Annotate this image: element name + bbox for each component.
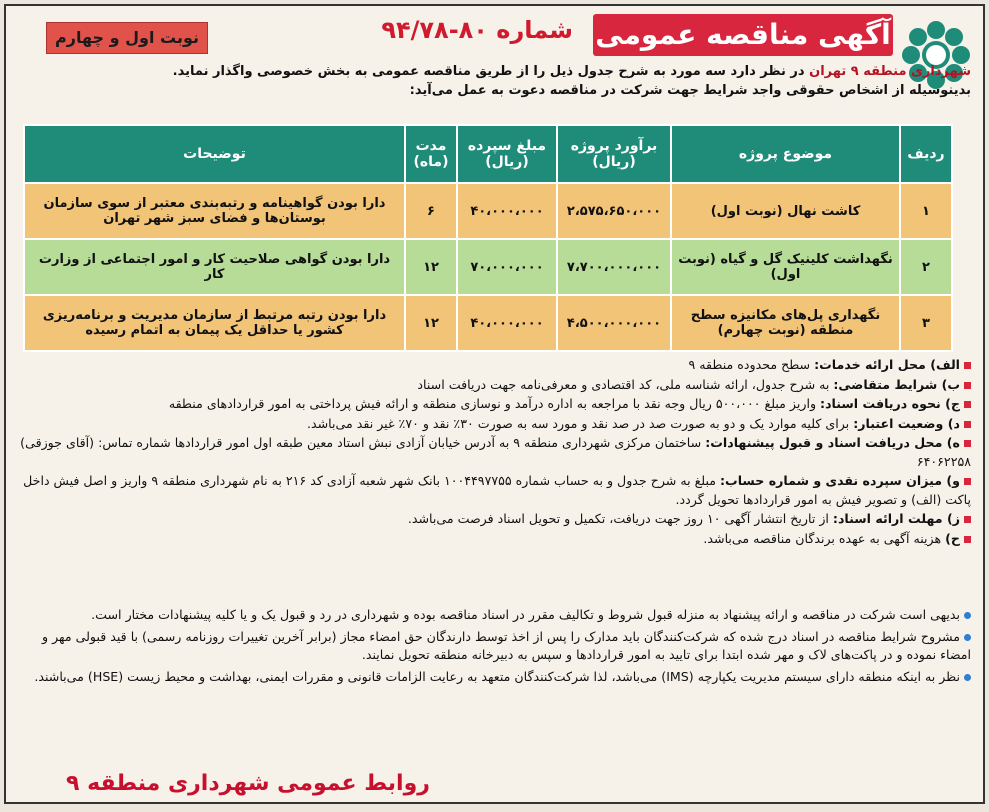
clause-label: ز) مهلت ارائه اسناد: [832, 511, 960, 526]
bullet-square-icon [964, 362, 971, 369]
clause-text: از تاریخ انتشار آگهی ۱۰ روز جهت دریافت، تکمیل و تحویل اسناد فرصت می‌باشد. [407, 511, 833, 526]
bullet-square-icon [964, 536, 971, 543]
header-subject: موضوع پروژه [671, 125, 900, 183]
tender-notice [4, 4, 985, 804]
clauses-list [18, 356, 971, 549]
clause-text: هزینه آگهی به عهده برندگان مناقصه می‌باشد. [703, 530, 946, 546]
clause-text: واریز مبلغ ۵۰۰،۰۰۰ ریال وجه نقد با مراجعه به اداره درآمد و نوسازی منطقه و ارائه فیش پرداختی به امور قراردادهای منطقه [168, 396, 821, 411]
cell-duration: ۶ [405, 183, 457, 239]
table-header-row [24, 125, 952, 183]
clause-label: ب) شرایط متقاضی: [833, 376, 960, 392]
clause-item [18, 472, 971, 509]
clause-item [18, 510, 971, 529]
cell-subject: نگهداشت کلینیک گل و گیاه (نوبت اول) [671, 239, 900, 295]
public-relations-signature: روابط عمومی شهرداری منطقه ۹ [66, 771, 430, 796]
clause-item [18, 356, 971, 375]
clause-label: ح) [945, 530, 960, 546]
note-text: مشروح شرایط مناقصه در اسناد درج شده که شرکت‌کنندگان باید مدارک را پس از اخذ توسط دارندگان حق امضاء مجاز (برابر آخرین تغییرات روزنامه رسمی) با قید قبولی مهر و امضاء نموده و در پاکت‌های لاک و مهر شده ابتدا برای تایید به امور قراردادها و سپس به دبیرخانه منطقه تحویل نمایند. [42, 628, 971, 662]
bullet-dot-icon [964, 634, 971, 641]
bullet-square-icon [964, 421, 971, 428]
clause-text: مبلغ به شرح جدول و به حساب شماره ۱۰۰۴۴۹۷۷۵۵ بانک شهر شعبه آزادی کد ۲۱۶ به نام شهرداری منطقه ۹ واریز و اصل فیش داخل پاکت (الف) و تصویر فیش به امور قراردادها تحویل گردد. [23, 473, 971, 507]
cell-desc: دارا بودن رتبه مرتبط از سازمان مدیریت و برنامه‌ریزی کشور یا حداقل یک پیمان به اتمام رسیده [24, 295, 405, 351]
cell-estimate: ۷،۷۰۰،۰۰۰،۰۰۰ [557, 239, 671, 295]
bullet-square-icon [964, 401, 971, 408]
clause-item [18, 434, 971, 471]
cell-idx: ۲ [900, 239, 952, 295]
bullet-dot-icon [964, 612, 971, 619]
cell-estimate: ۴،۵۰۰،۰۰۰،۰۰۰ [557, 295, 671, 351]
cell-idx: ۱ [900, 183, 952, 239]
clause-item [18, 415, 971, 434]
intro-line2: بدینوسیله از اشخاص حقوقی واجد شرایط جهت شرکت در مناقصه دعوت به عمل می‌آید: [409, 83, 971, 98]
clause-text: به شرح جدول، ارائه شناسه ملی، کد اقتصادی و معرفی‌نامه جهت دریافت اسناد [417, 376, 834, 392]
notes-list [18, 606, 971, 689]
bullet-square-icon [964, 516, 971, 523]
note-text: نظر به اینکه منطقه دارای سیستم مدیریت یکپارچه (IMS) می‌باشد، لذا شرکت‌کنندگان متعهد به رعایت الزامات قانونی و مقررات ایمنی، بهداشت و محیط زیست (HSE) می‌باشند. [34, 668, 960, 684]
clause-item [18, 395, 971, 414]
notice-number: شماره ۸۰-۹۴/۷۸ [381, 16, 573, 44]
header-idx: ردیف [900, 125, 952, 183]
clause-label: ج) نحوه دریافت اسناد: [820, 396, 960, 411]
cell-subject: کاشت نهال (نوبت اول) [671, 183, 900, 239]
table-row [24, 183, 952, 239]
municipality-name: شهرداری منطقه ۹ تهران [809, 64, 971, 79]
note-item [18, 668, 971, 687]
intro-line1: در نظر دارد سه مورد به شرح جدول ذیل را از طریق مناقصه عمومی به بخش خصوصی واگذار نماید. [172, 64, 810, 79]
clause-label: د) وضعیت اعتبار: [853, 415, 960, 431]
table-row [24, 295, 952, 351]
intro-text [18, 62, 971, 100]
clause-text: ساختمان مرکزی شهرداری منطقه ۹ به آدرس خیابان آزادی نبش استاد معین طبقه اول امور قراردادها شماره تماس: (آقای جوزقی) ۶۴۰۶۲۲۵۸ [20, 435, 971, 469]
clause-text: سطح محدوده منطقه ۹ [688, 357, 815, 372]
cell-estimate: ۲،۵۷۵،۶۵۰،۰۰۰ [557, 183, 671, 239]
clause-label: ه) محل دریافت اسناد و قبول پیشنهادات: [705, 435, 960, 450]
note-item [18, 606, 971, 625]
table-row [24, 239, 952, 295]
round-badge: نوبت اول و چهارم [46, 22, 208, 54]
bullet-square-icon [964, 382, 971, 389]
notice-title: آگهی مناقصه عمومی [593, 14, 893, 56]
cell-deposit: ۴۰،۰۰۰،۰۰۰ [457, 295, 557, 351]
note-text: بدیهی است شرکت در مناقصه و ارائه پیشنهاد به منزله قبول شروط و تکالیف مقرر در اسناد مناقصه بوده و شهرداری در رد و قبول یک و یا کلیه پیشنهادات مختار است. [91, 607, 960, 622]
tender-table [23, 124, 953, 352]
cell-duration: ۱۲ [405, 239, 457, 295]
note-item [18, 628, 971, 665]
cell-desc: دارا بودن گواهی صلاحیت کار و امور اجتماعی از وزارت کار [24, 239, 405, 295]
cell-subject: نگهداری پل‌های مکانیزه سطح منطقه (نوبت چهارم) [671, 295, 900, 351]
header-estimate: برآورد پروژه (ریال) [557, 125, 671, 183]
bullet-square-icon [964, 478, 971, 485]
clause-item [18, 530, 971, 549]
cell-desc: دارا بودن گواهینامه و رتبه‌بندی معتبر از سوی سازمان بوستان‌ها و فضای سبز شهر تهران [24, 183, 405, 239]
bullet-square-icon [964, 440, 971, 447]
cell-idx: ۳ [900, 295, 952, 351]
clause-label: الف) محل ارائه خدمات: [814, 357, 960, 372]
clause-text: برای کلیه موارد یک و دو به صورت صد در صد نقد و مورد سه به صورت ۳۰٪ نقد و ۷۰٪ غیر نقد می‌باشد. [306, 415, 854, 431]
clause-label: و) میزان سپرده نقدی و شماره حساب: [720, 473, 960, 488]
cell-deposit: ۴۰،۰۰۰،۰۰۰ [457, 183, 557, 239]
cell-duration: ۱۲ [405, 295, 457, 351]
header-desc: توضیحات [24, 125, 405, 183]
cell-deposit: ۷۰،۰۰۰،۰۰۰ [457, 239, 557, 295]
clause-item [18, 376, 971, 395]
bullet-dot-icon [964, 674, 971, 681]
header-duration: مدت (ماه) [405, 125, 457, 183]
header-deposit: مبلغ سپرده (ریال) [457, 125, 557, 183]
